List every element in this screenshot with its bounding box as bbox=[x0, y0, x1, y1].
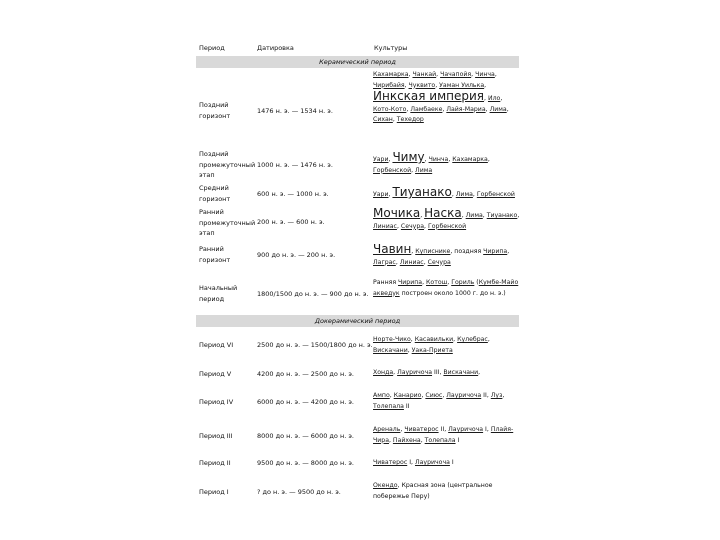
culture-link[interactable]: Пайхена bbox=[392, 436, 421, 444]
culture-text: , bbox=[407, 346, 412, 354]
culture-link[interactable]: Тиуанако bbox=[392, 185, 452, 199]
row-8-cultures bbox=[373, 391, 521, 412]
culture-text: , bbox=[396, 222, 401, 230]
culture-link[interactable]: Чачапойя bbox=[440, 71, 472, 78]
culture-link[interactable]: Лаграс bbox=[373, 258, 396, 266]
row-6-dating: 2500 до н. э. — 1500/1800 до н. э. bbox=[257, 341, 373, 349]
culture-link[interactable]: Толепала bbox=[373, 402, 404, 410]
culture-link[interactable]: Чинча bbox=[475, 71, 495, 78]
culture-text: III, bbox=[432, 369, 444, 376]
culture-link[interactable]: Кулебрас bbox=[457, 336, 488, 343]
culture-link[interactable]: Лауричоча bbox=[397, 369, 433, 376]
culture-text: II, bbox=[481, 392, 491, 399]
culture-text: , bbox=[494, 71, 497, 78]
row-5-period: Начальный период bbox=[199, 284, 238, 303]
culture-text: , bbox=[411, 166, 416, 174]
culture-link[interactable]: Кахамарка bbox=[373, 71, 409, 78]
row-2-cultures bbox=[373, 187, 521, 201]
header-dating: Датировка bbox=[257, 44, 294, 52]
culture-link[interactable]: Толепала bbox=[424, 436, 456, 444]
row-1-cultures bbox=[373, 152, 521, 176]
culture-text: , bbox=[388, 156, 393, 163]
culture-text: , Красная зона (центральное побережье Перу) bbox=[373, 482, 493, 500]
culture-link[interactable]: Ареналь bbox=[373, 426, 401, 433]
culture-text: , bbox=[487, 336, 490, 343]
culture-link[interactable]: Чанкай bbox=[412, 71, 437, 78]
culture-link[interactable]: Ило bbox=[487, 95, 501, 103]
culture-text: , bbox=[453, 336, 458, 343]
row-8-dating: 6000 до н. э. — 4200 до н. э. bbox=[257, 398, 354, 406]
row-4-dating: 900 до н. э. — 200 н. э. bbox=[257, 251, 336, 259]
culture-link[interactable]: Чуквито bbox=[408, 81, 436, 89]
culture-text: , bbox=[400, 426, 405, 433]
culture-link[interactable]: Котош bbox=[426, 279, 448, 286]
culture-text: , bbox=[506, 105, 509, 113]
culture-text: , bbox=[388, 436, 393, 444]
culture-text: , bbox=[448, 156, 453, 163]
row-1-dating: 1000 н. э. — 1476 н. э. bbox=[257, 161, 333, 169]
row-3-period: Ранний промежуточный этап bbox=[199, 208, 256, 237]
culture-link[interactable]: Ламбаеке bbox=[410, 105, 443, 113]
culture-link[interactable]: Горбенской bbox=[427, 222, 467, 230]
culture-text: , bbox=[484, 81, 487, 89]
culture-text: , bbox=[410, 336, 415, 343]
culture-text: , bbox=[482, 212, 487, 219]
culture-link[interactable]: Уари bbox=[373, 156, 389, 163]
culture-link[interactable]: Чавин bbox=[373, 242, 412, 256]
culture-link[interactable]: Чиватерос bbox=[404, 426, 439, 433]
row-7-dating: 4200 до н. э. — 2500 до н. э. bbox=[257, 370, 354, 378]
culture-link[interactable]: Окендо bbox=[373, 482, 398, 489]
row-2-dating: 600 н. э. — 1000 н. э. bbox=[257, 190, 329, 198]
culture-link[interactable]: Чиватерос bbox=[373, 459, 408, 466]
row-5-dating: 1800/1500 до н. э. — 900 до н. э. bbox=[257, 290, 369, 298]
culture-link[interactable]: Лима bbox=[465, 212, 483, 219]
culture-link[interactable]: Чирипа bbox=[483, 248, 508, 255]
culture-text: Ранняя bbox=[373, 279, 399, 286]
row-10-period: Период II bbox=[199, 459, 231, 467]
header-cultures: Культуры bbox=[374, 44, 408, 52]
culture-link[interactable]: Техедор bbox=[396, 116, 424, 124]
culture-text: , bbox=[420, 436, 425, 444]
culture-text: , bbox=[424, 222, 428, 230]
culture-link[interactable]: Лауричоча bbox=[446, 392, 482, 399]
culture-link[interactable]: Линиас bbox=[373, 222, 397, 230]
culture-text: , bbox=[500, 95, 503, 103]
culture-link[interactable]: Луз bbox=[490, 392, 503, 399]
culture-text: II bbox=[403, 402, 410, 410]
row-9-dating: 8000 до н. э. — 6000 до н. э. bbox=[257, 432, 354, 440]
culture-text: II, bbox=[438, 426, 449, 433]
row-1-period: Поздний промежуточный этап bbox=[199, 150, 256, 179]
row-3-dating: 200 н. э. — 600 н. э. bbox=[257, 218, 325, 226]
culture-link[interactable]: Лауричоча bbox=[448, 426, 484, 433]
culture-text: , bbox=[442, 392, 447, 399]
row-0-period: Поздний горизонт bbox=[199, 101, 231, 120]
culture-link[interactable]: Норте-Чико bbox=[373, 336, 411, 343]
culture-link[interactable]: Хонда bbox=[373, 369, 394, 376]
culture-link[interactable]: Сиюс bbox=[425, 392, 443, 399]
row-10-dating: 9500 до н. э. — 8000 до н. э. bbox=[257, 459, 354, 467]
row-4-cultures bbox=[373, 244, 521, 268]
culture-link[interactable]: Горбенской bbox=[476, 191, 515, 198]
culture-text: , bbox=[517, 212, 520, 219]
culture-link[interactable]: Лима bbox=[455, 191, 473, 198]
culture-text: I bbox=[449, 459, 454, 466]
culture-text: , bbox=[389, 392, 394, 399]
culture-link[interactable]: Уака-Приета bbox=[411, 346, 453, 354]
row-11-cultures bbox=[373, 481, 521, 502]
section-preceramic: Докерамический период bbox=[196, 315, 519, 327]
culture-text: , bbox=[461, 212, 466, 219]
culture-link[interactable]: Уаман Уилька bbox=[439, 81, 485, 89]
culture-text: , bbox=[393, 369, 398, 376]
culture-text: , bbox=[411, 248, 416, 255]
culture-link[interactable]: Лауричоча bbox=[414, 459, 450, 466]
culture-text: , bbox=[507, 248, 510, 255]
culture-link[interactable]: Линиас bbox=[399, 258, 424, 266]
culture-link[interactable]: Лима bbox=[489, 105, 507, 113]
culture-text: , bbox=[404, 81, 409, 89]
culture-text: , bbox=[422, 279, 427, 286]
culture-link[interactable]: Тиуанако bbox=[486, 212, 518, 219]
culture-link[interactable]: Горбенской bbox=[373, 166, 412, 174]
culture-link[interactable]: Сечура bbox=[400, 222, 425, 230]
culture-link[interactable]: Канарио bbox=[393, 392, 422, 399]
culture-link[interactable]: Ампо bbox=[373, 392, 390, 399]
culture-text: , bbox=[420, 212, 425, 219]
culture-text: , bbox=[502, 392, 505, 399]
row-9-period: Период III bbox=[199, 432, 233, 440]
culture-link[interactable]: Кумбе-Майо акведук bbox=[373, 279, 519, 297]
culture-text: , bbox=[487, 156, 490, 163]
row-7-period: Период V bbox=[199, 370, 232, 378]
culture-link[interactable]: Инкская империя bbox=[373, 89, 485, 104]
culture-text: , bbox=[406, 105, 411, 113]
culture-text: I, bbox=[483, 426, 491, 433]
culture-text: построен около 1000 г. до н. э.) bbox=[399, 289, 506, 297]
culture-text: , bbox=[484, 95, 488, 103]
culture-link[interactable]: Касавильки bbox=[414, 336, 454, 343]
header-period: Период bbox=[199, 44, 225, 52]
culture-text: , bbox=[395, 258, 400, 266]
culture-text: , bbox=[423, 258, 428, 266]
culture-text: , bbox=[435, 81, 440, 89]
culture-link[interactable]: Кото-Кото bbox=[373, 105, 407, 113]
culture-text: , bbox=[472, 191, 477, 198]
culture-link[interactable]: Вискачани bbox=[373, 346, 408, 354]
row-4-period: Ранний горизонт bbox=[199, 245, 231, 264]
culture-link[interactable]: Гориль bbox=[451, 279, 475, 286]
culture-link[interactable]: Куписнике bbox=[415, 248, 451, 255]
row-5-cultures bbox=[373, 278, 521, 299]
culture-text: , bbox=[388, 191, 393, 198]
culture-link[interactable]: Лайя-Мариа bbox=[446, 105, 486, 113]
culture-text: , bbox=[424, 156, 429, 163]
culture-link[interactable]: Чирипа bbox=[398, 279, 423, 286]
culture-text: , bbox=[478, 369, 481, 376]
culture-link[interactable]: Вискачани bbox=[443, 369, 479, 376]
culture-text: , bbox=[447, 279, 452, 286]
culture-link[interactable]: Чинча bbox=[428, 156, 449, 163]
row-0-cultures bbox=[373, 70, 521, 126]
row-11-period: Период I bbox=[199, 488, 229, 496]
culture-link[interactable]: Сечура bbox=[427, 258, 451, 266]
culture-text: , bbox=[436, 71, 441, 78]
culture-text: , bbox=[442, 105, 447, 113]
culture-link[interactable]: Наска bbox=[424, 206, 462, 220]
row-11-dating: ? до н. э. — 9500 до н. э. bbox=[257, 488, 341, 496]
row-8-period: Период IV bbox=[199, 398, 234, 406]
culture-link[interactable]: Уари bbox=[373, 191, 389, 198]
culture-text: I bbox=[455, 436, 460, 444]
culture-link[interactable]: Плайя-Чира bbox=[373, 426, 514, 444]
row-9-cultures bbox=[373, 425, 521, 446]
culture-text: ( bbox=[474, 279, 479, 286]
culture-text: , поздняя bbox=[450, 248, 484, 255]
culture-link[interactable]: Сихан bbox=[373, 116, 393, 124]
culture-link[interactable]: Лима bbox=[415, 166, 433, 174]
culture-text: , bbox=[408, 71, 413, 78]
row-2-period: Средний горизонт bbox=[199, 184, 231, 203]
section-ceramic: Керамический период bbox=[196, 56, 519, 68]
row-6-cultures bbox=[373, 335, 521, 356]
culture-link[interactable]: Чирибайя bbox=[373, 81, 405, 89]
culture-text: , bbox=[421, 392, 426, 399]
culture-link[interactable]: Чиму bbox=[392, 150, 425, 164]
culture-text: , bbox=[485, 105, 490, 113]
culture-text: , bbox=[471, 71, 476, 78]
row-10-cultures bbox=[373, 458, 521, 469]
row-6-period: Период VI bbox=[199, 341, 234, 349]
culture-text: , bbox=[392, 116, 397, 124]
row-7-cultures bbox=[373, 368, 521, 379]
culture-link[interactable]: Кахамарка bbox=[452, 156, 488, 163]
culture-text: I, bbox=[407, 459, 415, 466]
culture-link[interactable]: Мочика bbox=[373, 206, 421, 220]
row-0-dating: 1476 н. э. — 1534 н. э. bbox=[257, 107, 333, 115]
culture-text: , bbox=[451, 191, 456, 198]
row-3-cultures bbox=[373, 208, 521, 232]
